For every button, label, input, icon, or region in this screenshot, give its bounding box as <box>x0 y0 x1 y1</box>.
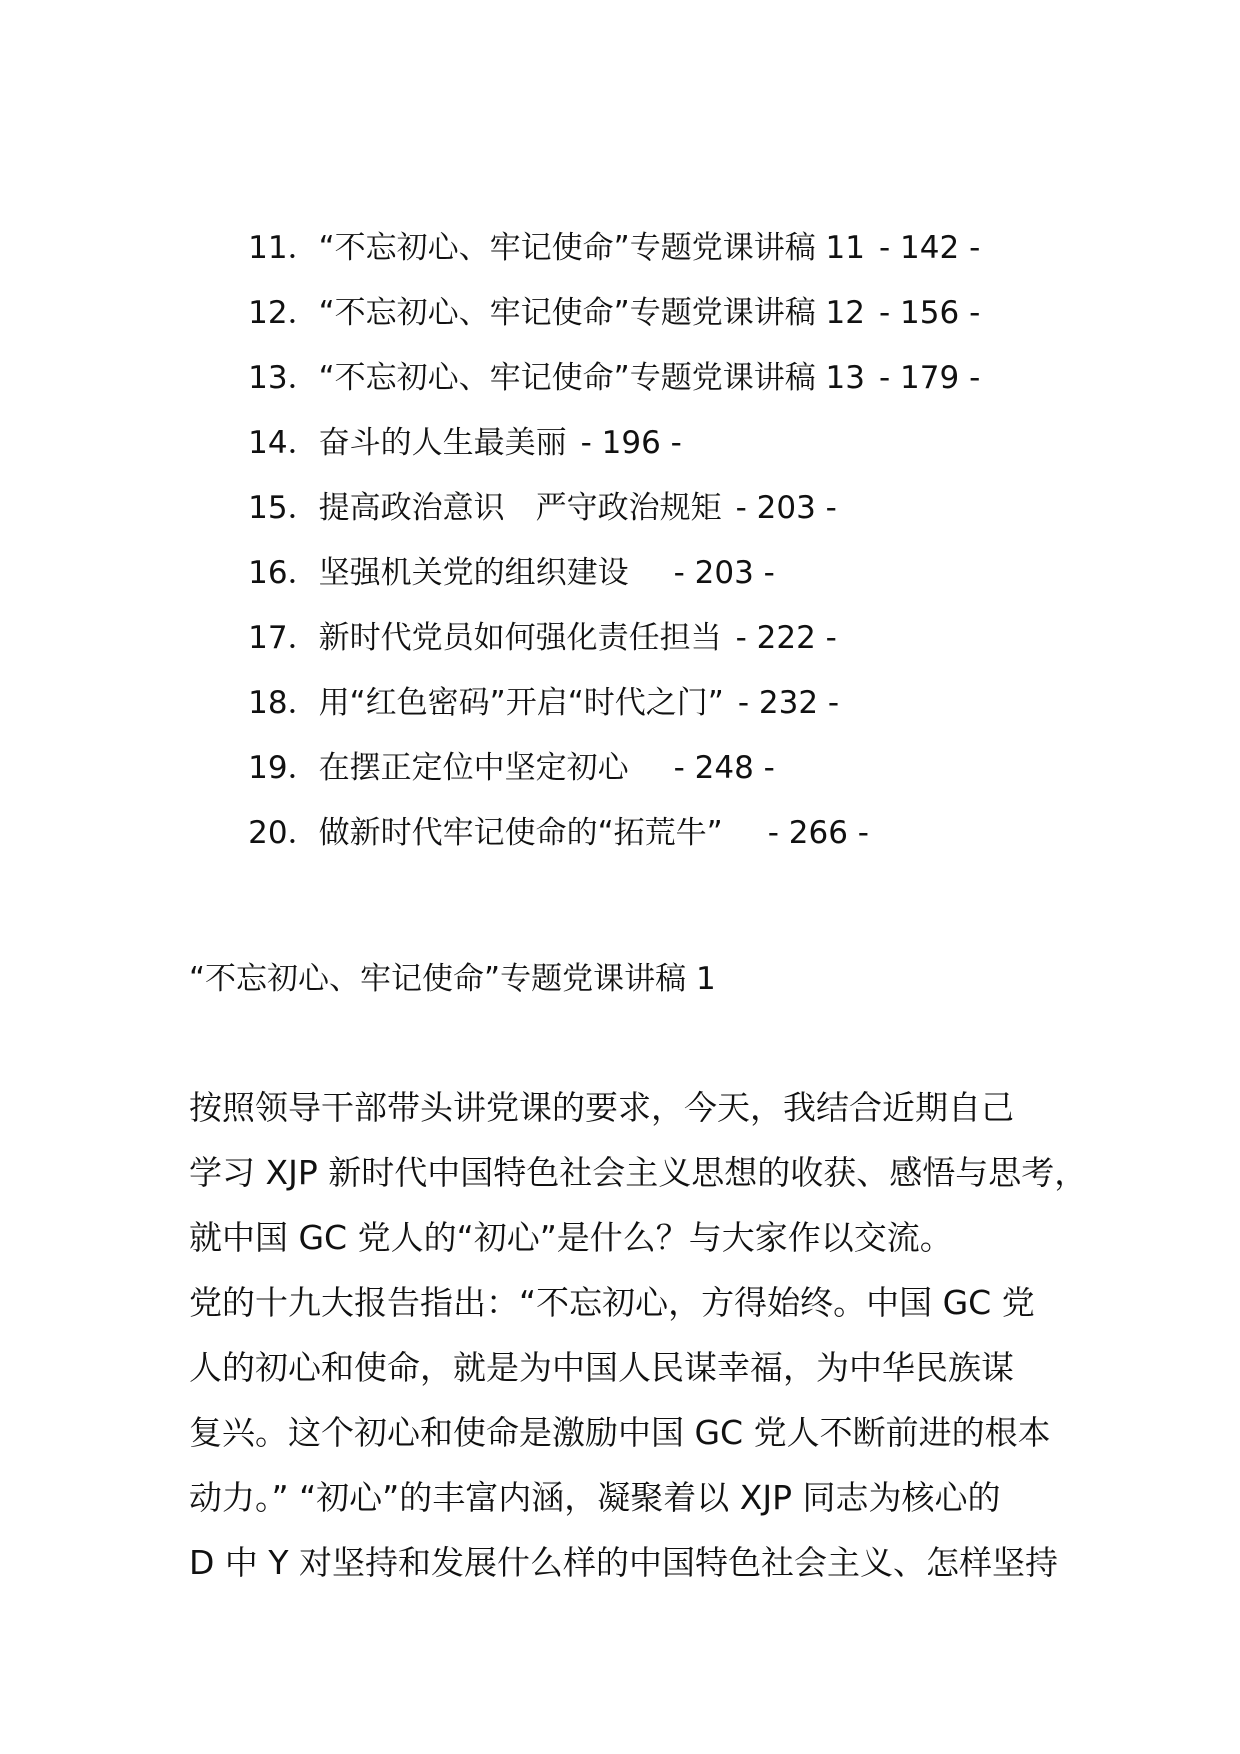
body-line: 按照领导干部带头讲党课的要求，今天，我结合近期自己 <box>189 1088 1014 1127</box>
toc-entry-title: 做新时代牢记使命的“拓荒牛” <box>318 815 754 851</box>
toc-entry-page: - 179 - <box>879 360 981 396</box>
body-line: D 中 Y 对坚持和发展什么样的中国特色社会主义、怎样坚持 <box>189 1543 1059 1582</box>
toc-entry-title: 新时代党员如何强化责任担当 <box>318 620 722 656</box>
toc-entry-title: 用“红色密码”开启“时代之门” <box>318 685 724 721</box>
table-of-contents <box>189 170 1089 851</box>
body-line: 就中国 GC 党人的“初心”是什么？与大家作以交流。 <box>189 1218 953 1257</box>
toc-entry-page: - 266 - <box>767 815 869 851</box>
toc-entry-page: - 232 - <box>737 685 840 721</box>
toc-entry-title: “不忘初心、牢记使命”专题党课讲稿 13 <box>318 360 865 396</box>
toc-entry-page: - 222 - <box>735 620 837 656</box>
toc-entry-number: 17． <box>248 620 319 656</box>
toc-entry-number: 19． <box>248 750 319 786</box>
body-line: 党的十九大报告指出：“不忘初心，方得始终。中国 GC 党 <box>189 1283 1035 1322</box>
toc-entry-number: 11． <box>248 230 319 266</box>
toc-entry[interactable] <box>189 170 1089 266</box>
toc-entry-page: - 248 - <box>673 750 775 786</box>
toc-entry-page: - 142 - <box>879 230 981 266</box>
toc-entry-title: 坚强机关党的组织建设 <box>318 555 660 591</box>
toc-entry-title: 在摆正定位中坚定初心 <box>318 750 660 786</box>
toc-entry-number: 15． <box>248 490 319 526</box>
toc-entry-number: 14． <box>248 425 319 461</box>
body-line: 人的初心和使命，就是为中国人民谋幸福，为中华民族谋 <box>189 1348 1014 1387</box>
toc-entry-page: - 156 - <box>879 295 981 331</box>
body-line: 动力。” “初心”的丰富内涵，凝聚着以 XJP 同志为核心的 <box>189 1478 1001 1517</box>
toc-entry-title: “不忘初心、牢记使命”专题党课讲稿 11 <box>318 230 865 266</box>
body-paragraph <box>189 1080 1089 1600</box>
toc-entry-title: 奋斗的人生最美丽 <box>318 425 567 461</box>
body-line: 学习 XJP 新时代中国特色社会主义思想的收获、感悟与思考， <box>189 1153 1088 1192</box>
toc-entry-number: 20． <box>248 815 319 851</box>
toc-entry-title: “不忘初心、牢记使命”专题党课讲稿 12 <box>318 295 865 331</box>
toc-entry-page: - 196 - <box>580 425 682 461</box>
toc-entry-number: 12． <box>248 295 319 331</box>
toc-entry-number: 16． <box>248 555 319 591</box>
toc-entry-title: 提高政治意识 严守政治规矩 <box>318 490 722 526</box>
toc-entry-page: - 203 - <box>735 490 837 526</box>
body-line: 复兴。这个初心和使命是激励中国 GC 党人不断前进的根本 <box>189 1413 1051 1452</box>
toc-entry-number: 13． <box>248 360 319 396</box>
toc-entry-page: - 203 - <box>673 555 775 591</box>
toc-entry-number: 18． <box>248 685 319 721</box>
section-heading: “不忘初心、牢记使命”专题党课讲稿 1 <box>189 961 716 997</box>
